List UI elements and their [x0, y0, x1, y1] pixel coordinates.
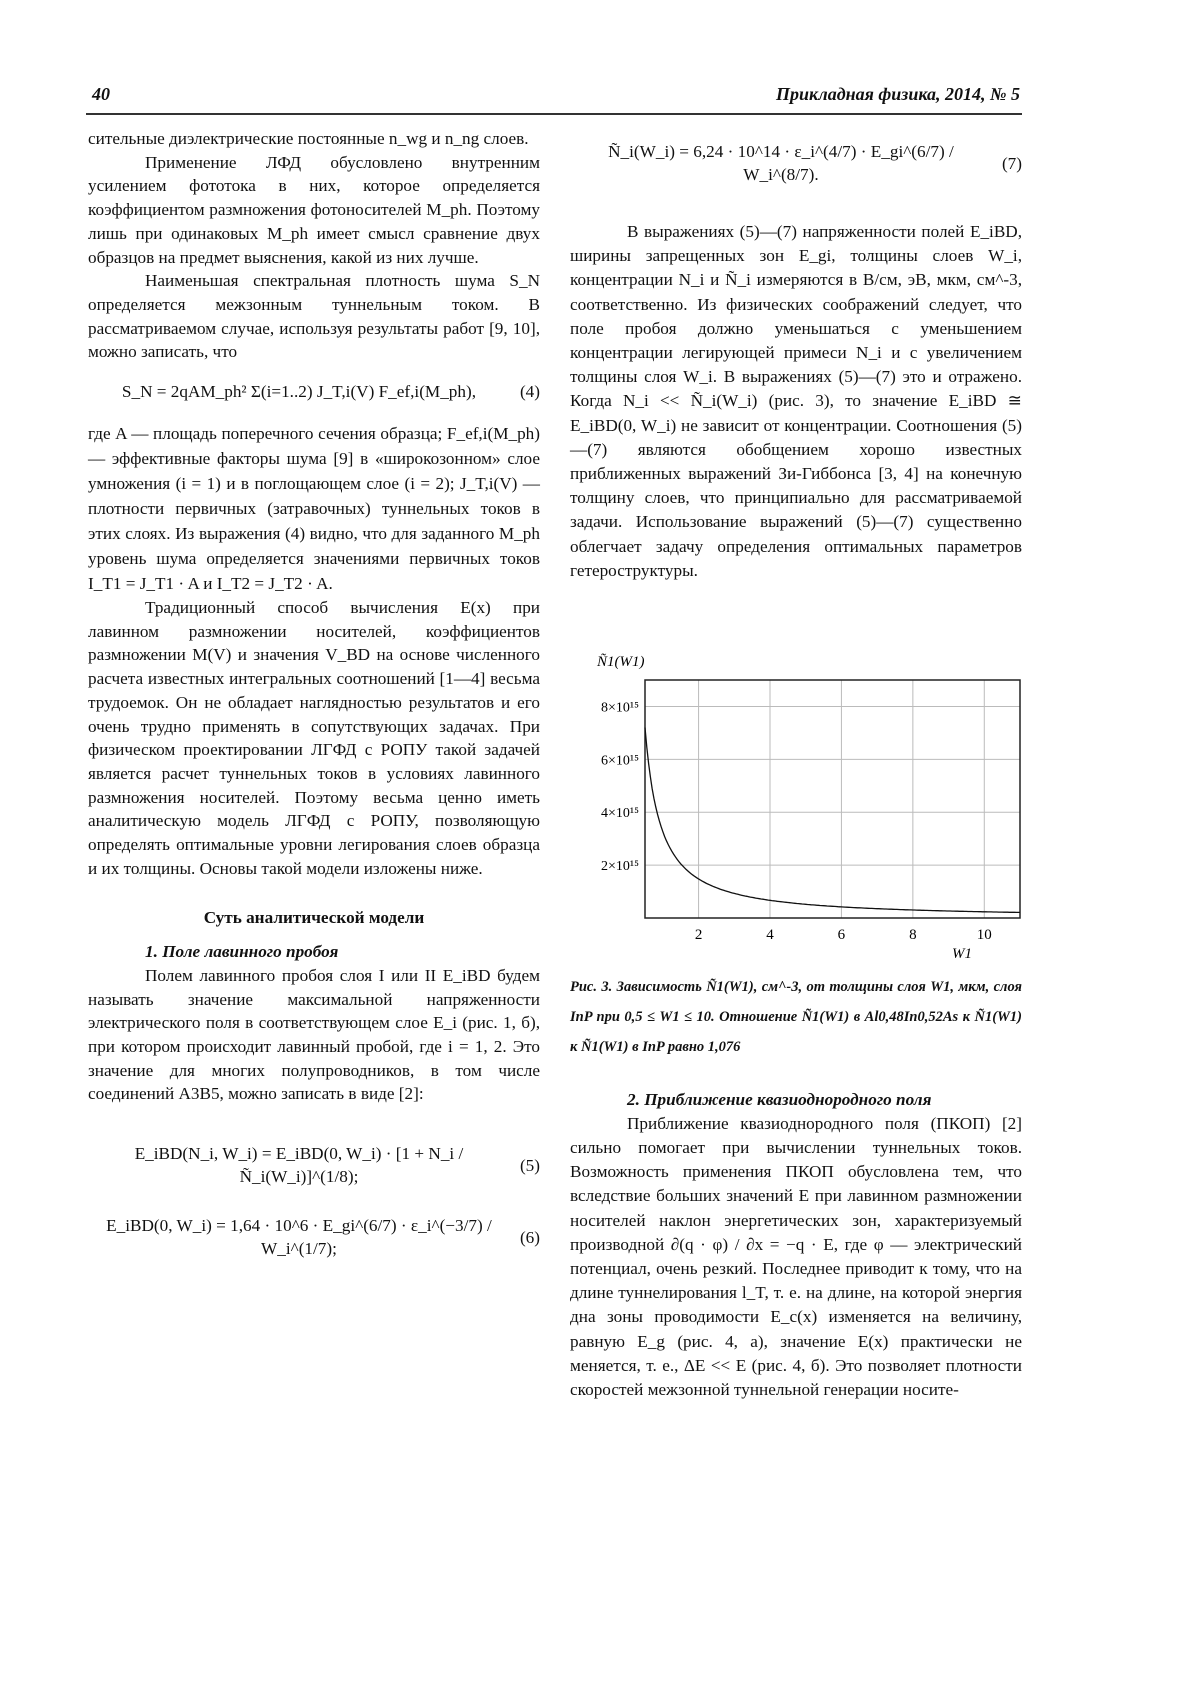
equation-5-number: (5): [519, 1155, 540, 1175]
y-tick-label: 8×10¹⁵: [601, 700, 639, 716]
paragraph: где A — площадь поперечного сечения образца; F_ef,i(M_ph) — эффективные факторы шума [9] в «широкозонном» слое умножения (i = 1) и в поглощающем слое (i = 2); J_T,i(V) — плотности первичных (затравочных) туннельных токов в этих слоях. Из выражения (4) видно, что для заданного M_ph уровень шума определяется значениями первичных токов I_T1 = J_T1 · A и I_T2 = J_T2 · A.: [88, 424, 540, 594]
equation-6: [88, 1214, 540, 1260]
y-tick-label: 4×10¹⁵: [601, 806, 639, 822]
x-tick-label: 4: [766, 927, 774, 943]
equation-7-number: (7): [1001, 153, 1022, 173]
page-number: 40: [92, 84, 110, 104]
plot-frame: [645, 680, 1020, 918]
header-rule: [86, 113, 1022, 115]
right-column: [570, 140, 1022, 583]
paragraph: Наименьшая спектральная плотность шума S_N определяется межзонным туннельным током. В рассматриваемом случае, используя результаты работ [9, 10], можно записать, что: [88, 271, 540, 362]
data-line-n1-w1: [645, 728, 1020, 913]
subsection-heading: 1. Поле лавинного пробоя: [145, 942, 339, 962]
equation-6-text: E_iBD(0, W_i) = 1,64 · 10^6 · E_gi^(6/7) · ε_i^(−3/7) / W_i^(1/7);: [106, 1216, 492, 1259]
equation-7: [570, 140, 1022, 186]
subsection-heading: 2. Приближение квазиоднородного поля: [627, 1090, 932, 1109]
paragraph: В выражениях (5)—(7) напряженности полей E_iBD, ширины запрещенных зон E_gi, толщины слоев W_i, концентрации N_i и Ñ_i измеряются в В/см, эВ, мкм, см^-3, соответственно. Из физических соображений следует, что поле пробоя должно уменьшаться с уменьшением концентрации легирующей примеси N_i и с увеличением толщины слоя W_i. В выражениях (5)—(7) это и отражено. Когда N_i << Ñ_i(W_i) (рис. 3), то значение E_iBD ≅ E_iBD(0, W_i) не зависит от концентрации. Соотношения (5)—(7) являются обобщением хорошо известных приближенных выражений Зи-Гиббонса [3, 4] на конечную толщину слоев, что принципиально для рассматриваемой задачи. Использование выражений (5)—(7) существенно облегчает задачу определения оптимальных параметров гетероструктуры.: [570, 222, 1022, 580]
x-tick-label: 2: [694, 927, 703, 943]
equation-4: [88, 380, 540, 403]
y-tick-label: 2×10¹⁵: [601, 859, 639, 875]
figure-caption: Рис. 3. Зависимость Ñ1(W1), см^-3, от толщины слоя W1, мкм, слоя InP при 0,5 ≤ W1 ≤ 10. Отношение Ñ1(W1) в Al0,48In0,52As к Ñ1(W1) к Ñ1(W1) в InP равно 1,076: [570, 979, 1022, 1055]
paragraph: Полем лавинного пробоя слоя I или II E_iBD будем называть значение максимальной напряженности электрического поля в соответствующем слое E_i (рис. 1, б), при котором происходит лавинный пробой, где i = 1, 2. Это значение для многих полупроводников, в том числе соединений A3B5, можно записать в виде [2]:: [88, 965, 540, 1104]
y-axis-label: Ñ1(W1): [597, 654, 645, 670]
x-tick-label: 10: [976, 927, 992, 943]
paragraph: сительные диэлектрические постоянные n_wg и n_ng слоев.: [88, 129, 529, 148]
equation-6-number: (6): [519, 1227, 540, 1247]
paragraph: Традиционный способ вычисления E(x) при лавинном размножении носителей, коэффициентов размножении M(V) и значения V_BD на основе численного расчета известных интегральных соотношений [1—4] весьма трудоемок. Он не обладает наглядностью результатов и его очень трудно применять в сопутствующих задачах. При физическом проектировании ЛГФД с РОПУ такой задачей является расчет туннельных токов в условиях лавинного размножения носителей. Поэтому весьма ценно иметь аналитическую модель ЛГФД с РОПУ, позволяющую определять оптимальные уровни легирования слоев образца и их толщины. Основы такой модели изложены ниже.: [88, 598, 540, 878]
y-tick-label: 6×10¹⁵: [601, 753, 639, 769]
left-column: [88, 127, 540, 1286]
paragraph: Приближение квазиоднородного поля (ПКОП) [2] сильно помогает при вычислении туннельных токов. Возможность применения ПКОП обусловлена тем, что вследствие больших значений E при лавинном размножении носителей наклон энергетических зон, характеризуемый производной ∂(q · φ) / ∂x = −q · E, где φ — электрический потенциал, очень резкий. Последнее приводит к тому, что на длине туннелирования l_T, т. е. на длине, на которой энергия дна зоны проводимости E_c(x) изменяется на величину, равную E_g (рис. 4, а), значение E(x) практически не меняется, т. е., ΔE << E (рис. 4, б). Это позволяет плотности скоростей межзонной туннельной генерации носите-: [570, 1113, 1022, 1399]
journal-title: Прикладная физика, 2014, № 5: [775, 84, 1020, 104]
x-tick-label: 6: [837, 927, 846, 943]
paragraph: Применение ЛФД обусловлено внутренним усилением фототока в них, которое определяется коэффициентом размножения фотоносителей M_ph. Поэтому лишь при одинаковых M_ph имеет смысл сравнение двух образцов на предмет выяснения, какой из них лучше.: [88, 152, 540, 267]
equation-4-text: S_N = 2qAM_ph² Σ(i=1..2) J_T,i(V) F_ef,i(M_ph),: [121, 382, 477, 402]
figure-3-chart: [570, 640, 1030, 970]
x-tick-label: 8: [909, 927, 917, 943]
equation-4-number: (4): [519, 382, 540, 402]
equation-5-text: E_iBD(N_i, W_i) = E_iBD(0, W_i) · [1 + N_i / Ñ_i(W_i)]^(1/8);: [134, 1144, 464, 1187]
equation-5: [88, 1142, 540, 1188]
right-column-lower: [570, 1088, 1022, 1402]
x-axis-label: W1: [952, 946, 972, 962]
equation-7-text: Ñ_i(W_i) = 6,24 · 10^14 · ε_i^(4/7) · E_gi^(6/7) / W_i^(8/7).: [608, 142, 954, 184]
section-heading: Суть аналитической модели: [203, 908, 425, 928]
